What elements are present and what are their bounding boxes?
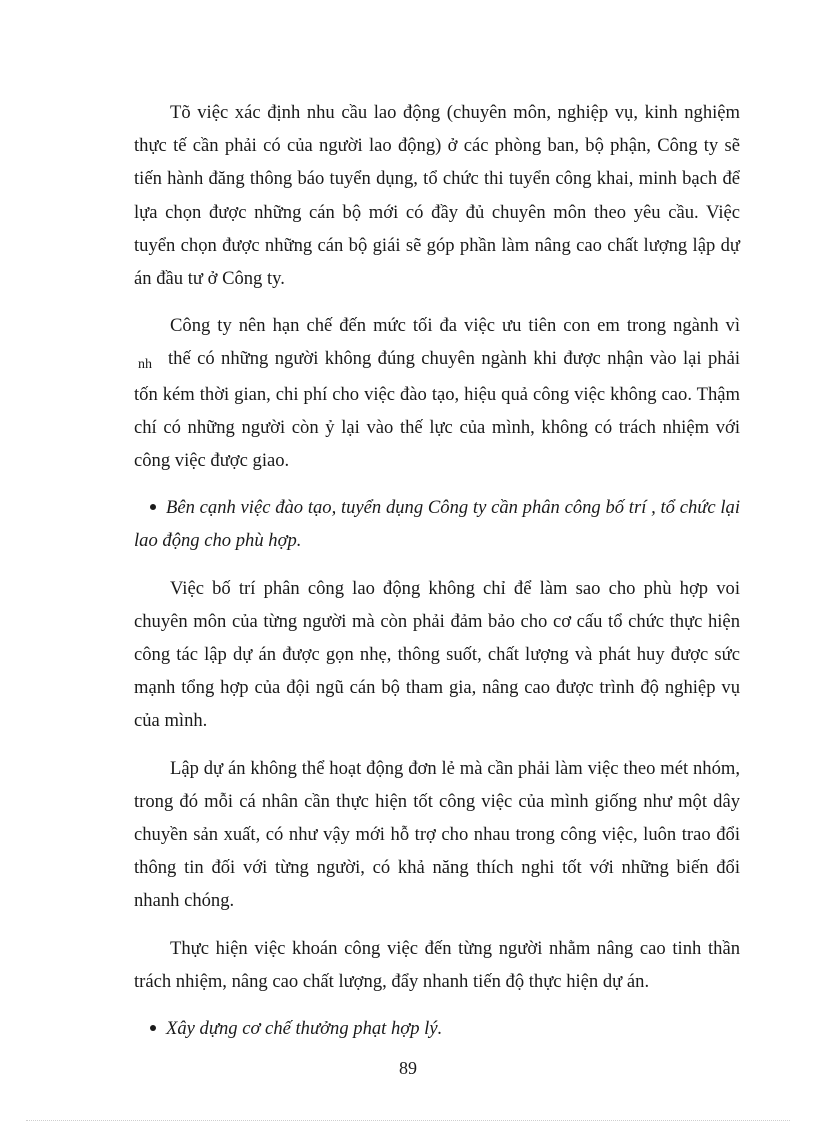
bullet-item-text: Bên cạnh việc đào tạo, tuyển dụng Công ty cần phân công bố trí , tổ chức lại lao động cho phù hợp.	[134, 497, 740, 552]
paragraph-limit-priority-start: Công ty nên hạn chế đến mức tối đa việc ưu tiên con em trong ngành vì	[170, 315, 740, 337]
paragraph-task-allocation: Thực hiện việc khoán công việc đến từng người nhằm nâng cao tinh thần trách nhiệm, nâng cao chất lượng, đẩy nhanh tiến độ thực hiện dự án.	[134, 937, 740, 992]
paragraph-assignment: Việc bố trí phân công lao động không chỉ để làm sao cho phù hợp voi chuyên môn của từng người mà còn phải đảm bảo cho cơ cấu tổ chức thực hiện công tác lập dự án được gọn nhẹ, thông suốt, chất lượng và phát huy được sức mạnh tổng hợp của đội ngũ cán bộ tham gia, nâng cao được trình độ nghiệp vụ của mình.	[134, 577, 740, 732]
document-body	[134, 96, 740, 1059]
paragraph-teamwork: Lập dự án không thể hoạt động đơn lẻ mà cần phải làm việc theo mét nhóm, trong đó mỗi cá nhân cần thực hiện tốt công việc của mình giống như một dây chuyền sản xuất, có như vậy mới hỗ trợ cho nhau trong công việc, luôn trao đổi thông tin đối với từng người, có khả năng thích nghi tốt với những biến đổi nhanh chóng.	[134, 757, 740, 912]
bullet-icon	[150, 1025, 156, 1031]
subscript-fragment: nh	[138, 357, 152, 373]
bullet-item-text: Xây dựng cơ chế thưởng phạt hợp lý.	[166, 1018, 443, 1040]
bullet-item-reward-penalty	[134, 1012, 740, 1045]
bullet-icon	[150, 504, 156, 510]
page-number: 89	[399, 1058, 417, 1078]
paragraph-limit-priority-end: thế có những người không đúng chuyên ngành khi được nhận vào lại phải tốn kém thời gian, chi phí cho việc đào tạo, hiệu quả công việc không cao. Thậm chí có những người còn ỷ lại vào thế lực của mình, không có trách nhiệm với công việc được giao.	[134, 348, 740, 472]
paragraph-limit-priority	[134, 309, 740, 477]
bullet-item-organize-labor	[134, 491, 740, 557]
footer-divider	[26, 1120, 790, 1121]
paragraph-recruitment: Tõ việc xác định nhu cầu lao động (chuyên môn, nghiệp vụ, kinh nghiệm thực tế cần phải có của người lao động) ở các phòng ban, bộ phận, Công ty sẽ tiến hành đăng thông báo tuyển dụng, tổ chức thi tuyển công khai, minh bạch để lựa chọn được những cán bộ mới có đầy đủ chuyên môn theo yêu cầu. Việc tuyển chọn được những cán bộ giái sẽ góp phần làm nâng cao chất lượng lập dự án đầu tư ở Công ty.	[134, 102, 740, 290]
